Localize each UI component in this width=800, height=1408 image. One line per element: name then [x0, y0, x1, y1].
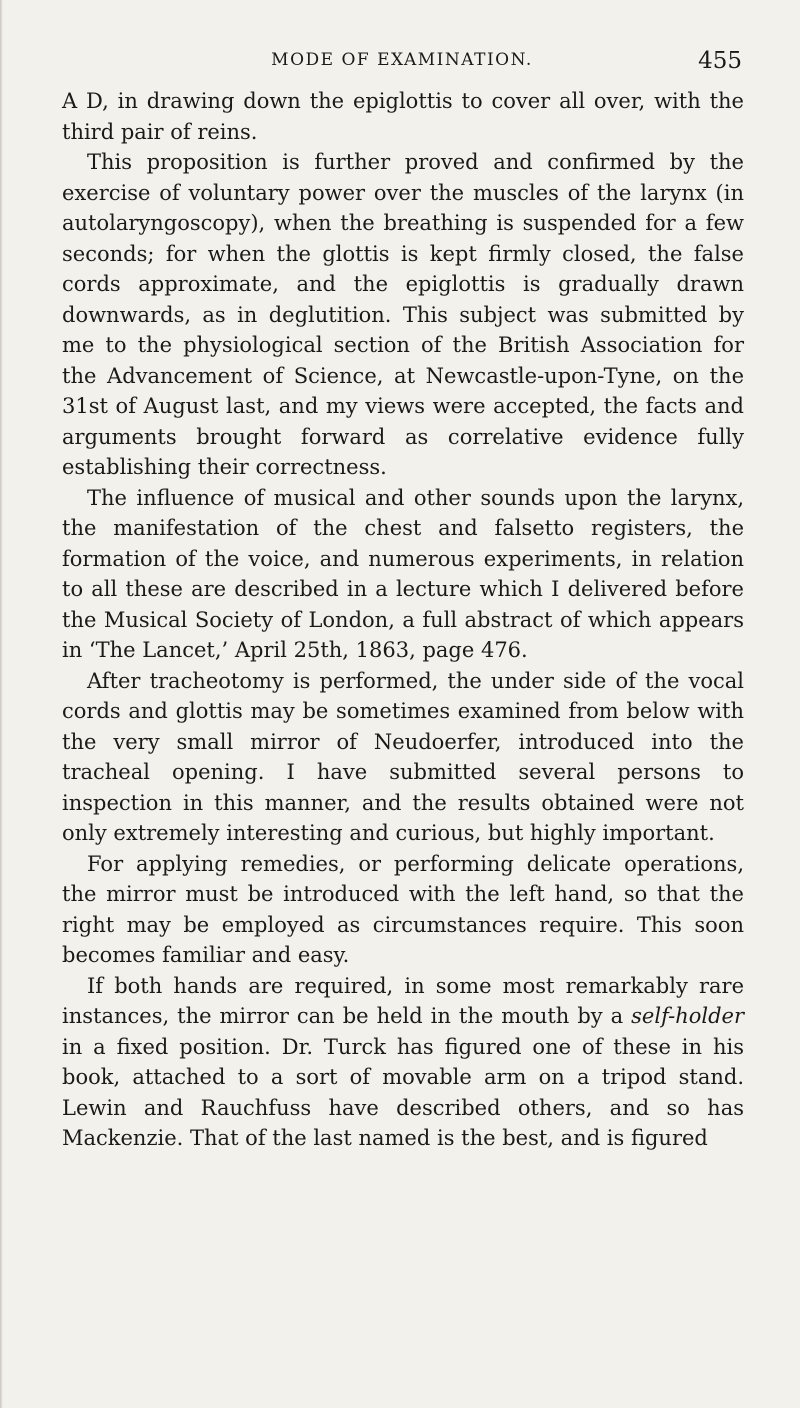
paragraph-tracheotomy: After tracheotomy is performed, the under side of the vocal cords and glottis may be sometimes examined from below with the very small mirror of Neudoerfer, introduced into the tracheal opening. I have submitted several persons to inspection in this manner, and the results obtained were not only extremely interesting and curious, but highly important. [62, 668, 744, 845]
italic-term: self-holder [631, 1004, 744, 1028]
paragraph-applying-remedies: For applying remedies, or performing delicate operations, the mirror must be introduced with the left hand, so that the right may be employed as circumstances require. This soon becomes familiar and easy. [62, 851, 744, 967]
text-segment: in a fixed position. Dr. Turck has figured one of these in his book, attached to a sort of movable arm on a tripod stand. Lewin and Rauchfuss have described others, and so has Mackenzie. That of the last named is the best, and is figured [62, 1034, 744, 1150]
paragraph-musical-sounds: The influence of musical and other sounds upon the larynx, the manifestation of the chest and falsetto registers, the formation of the voice, and numerous experiments, in relation to all these are described in a lecture which I delivered before the Musical Society of London, a full abstract of which appears in ‘The Lancet,’ April 25th, 1863, page 476. [62, 485, 744, 662]
page-header [62, 48, 742, 80]
paragraph-self-holder [62, 971, 744, 1154]
paragraph-proposition: This proposition is further proved and confirmed by the exercise of voluntary power over the muscles of the larynx (in autolaryngoscopy), when the breathing is suspended for a few seconds; for when the glottis is kept firmly closed, the false cords approximate, and the epiglottis is gradually drawn downwards, as in deglutition. This subject was submitted by me to the physiological section of the British Association for the Advancement of Science, at Newcastle-upon-Tyne, on the 31st of August last, and my views were accepted, the facts and arguments brought forward as correlative evidence fully establishing their correctness. [62, 150, 744, 479]
scan-edge-shadow [0, 0, 3, 1408]
body-text [62, 86, 744, 1154]
paragraph-continuation: A D, in drawing down the epiglottis to cover all over, with the third pair of reins. [62, 89, 744, 144]
text-segment: If both hands are required, in some most remarkably rare instances, the mirror can be held in the mouth by a [62, 973, 744, 1028]
running-head: MODE OF EXAMINATION. [271, 50, 533, 70]
page-number: 455 [698, 48, 742, 74]
